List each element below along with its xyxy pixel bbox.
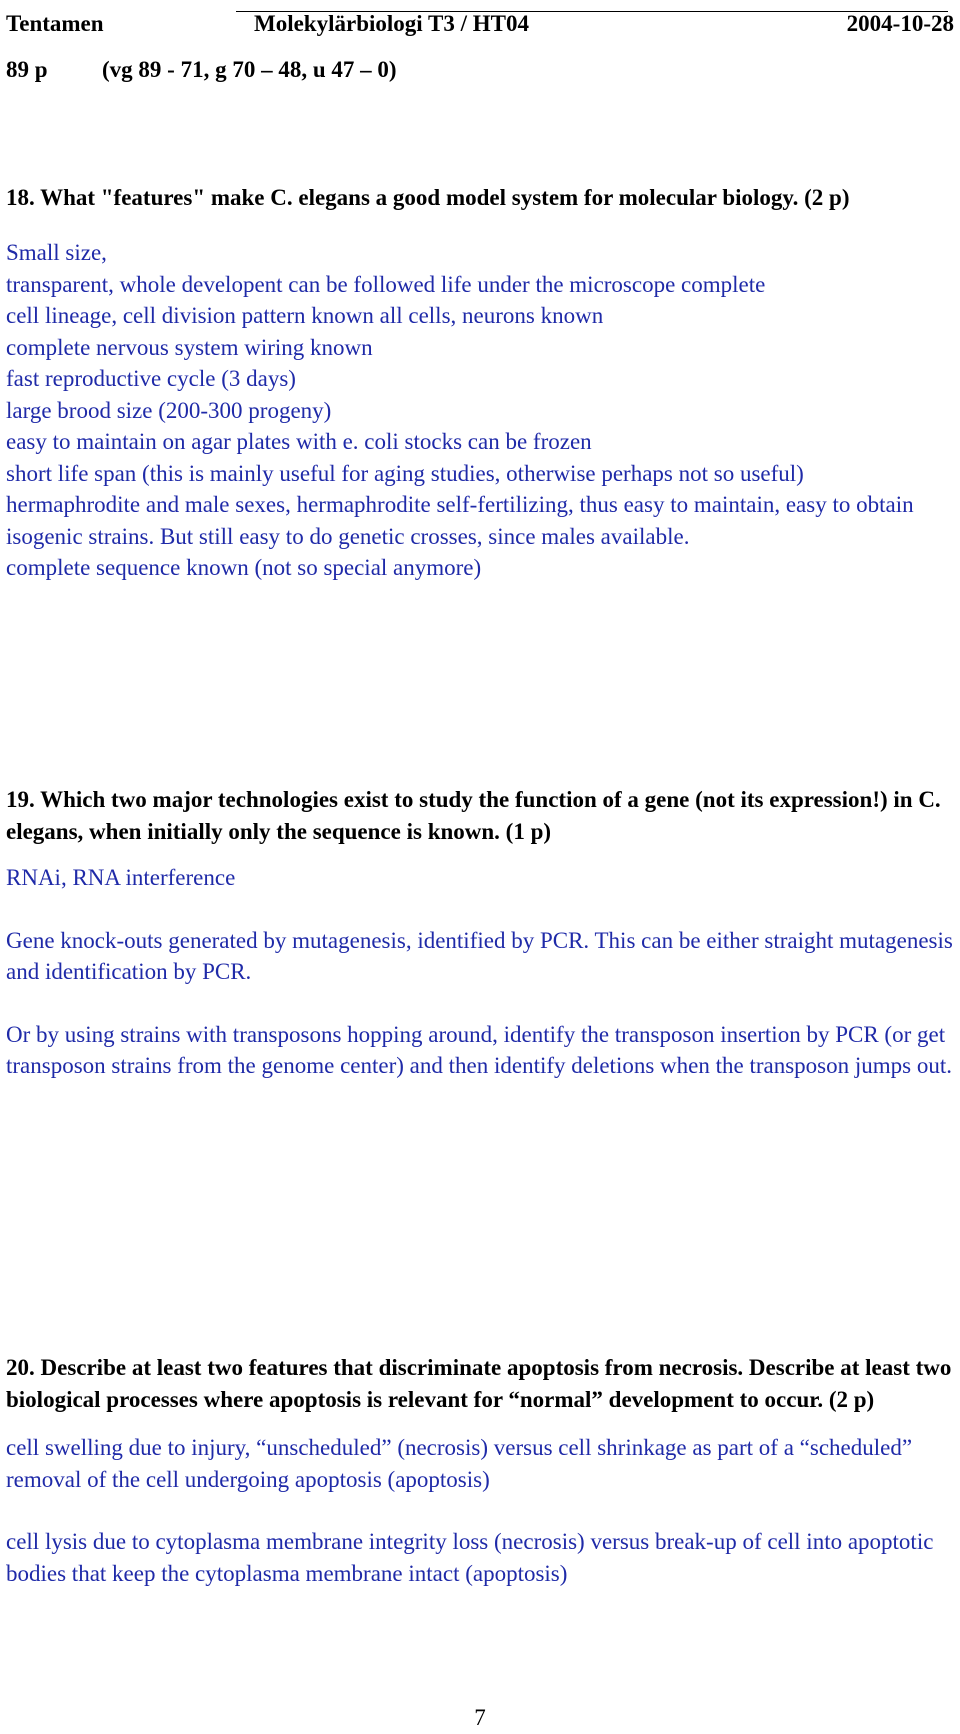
answer-19-paragraph: Or by using strains with transposons hopping around, identify the transposon insertion by PCR (or get transposon strains from the genome center) and then identify deletions when the transposon jumps out.	[6, 1021, 952, 1078]
grade-limits: (vg 89 - 71, g 70 – 48, u 47 – 0)	[102, 57, 397, 82]
answer-19-paragraph: Gene knock-outs generated by mutagenesis, identified by PCR. This can be either straight mutagenesis and identification by PCR.	[6, 927, 953, 984]
answer-20-paragraph: cell swelling due to injury, “unscheduled” (necrosis) versus cell shrinkage as part of a “scheduled” removal of the cell undergoing apoptosis (apoptosis)	[6, 1435, 913, 1492]
question-20-text: 20. Describe at least two features that discriminate apoptosis from necrosis. Describe at least two biological processes where apoptosis is relevant for “normal” development to occur. (2 p)	[6, 1355, 952, 1412]
question-19-text: 19. Which two major technologies exist to study the function of a gene (not its expression!) in C. elegans, when initially only the sequence is known. (1 p)	[6, 787, 941, 844]
answer-18-line: easy to maintain on agar plates with e. coli stocks can be frozen	[6, 429, 592, 454]
answer-19-paragraph: RNAi, RNA interference	[6, 865, 236, 890]
header-left: Tentamen	[6, 11, 104, 36]
header-course: Molekylärbiologi T3 / HT04	[254, 11, 529, 36]
score-summary	[6, 54, 397, 86]
answer-18	[6, 237, 954, 584]
answer-19	[6, 862, 954, 1082]
question-18-text: 18. What "features" make C. elegans a good model system for molecular biology. (2 p)	[6, 185, 850, 210]
answer-18-line: cell lineage, cell division pattern known all cells, neurons known	[6, 303, 604, 328]
header-date: 2004-10-28	[846, 11, 954, 36]
question-18	[6, 182, 954, 584]
question-19	[6, 784, 954, 1082]
answer-20-paragraph: cell lysis due to cytoplasma membrane integrity loss (necrosis) versus break-up of cell into apoptotic bodies that keep the cytoplasma membrane intact (apoptosis)	[6, 1529, 934, 1586]
page-header	[6, 8, 954, 40]
answer-18-line: hermaphrodite and male sexes, hermaphrodite self-fertilizing, thus easy to maintain, easy to obtain isogenic strains. But still easy to do genetic crosses, since males available.	[6, 492, 914, 549]
page-number: 7	[474, 1705, 486, 1730]
answer-18-line: transparent, whole developent can be followed life under the microscope complete	[6, 271, 766, 297]
total-points: 89 p	[6, 57, 48, 82]
question-20	[6, 1352, 954, 1589]
answer-20	[6, 1432, 954, 1589]
answer-18-line: fast reproductive cycle (3 days)	[6, 366, 296, 391]
answer-18-line: complete nervous system wiring known	[6, 334, 373, 360]
answer-18-line: complete sequence known (not so special anymore)	[6, 555, 482, 580]
answer-18-line: short life span (this is mainly useful for aging studies, otherwise perhaps not so useful)	[6, 460, 804, 486]
answer-18-line: large brood size (200-300 progeny)	[6, 397, 332, 423]
answer-18-line: Small size,	[6, 240, 107, 265]
